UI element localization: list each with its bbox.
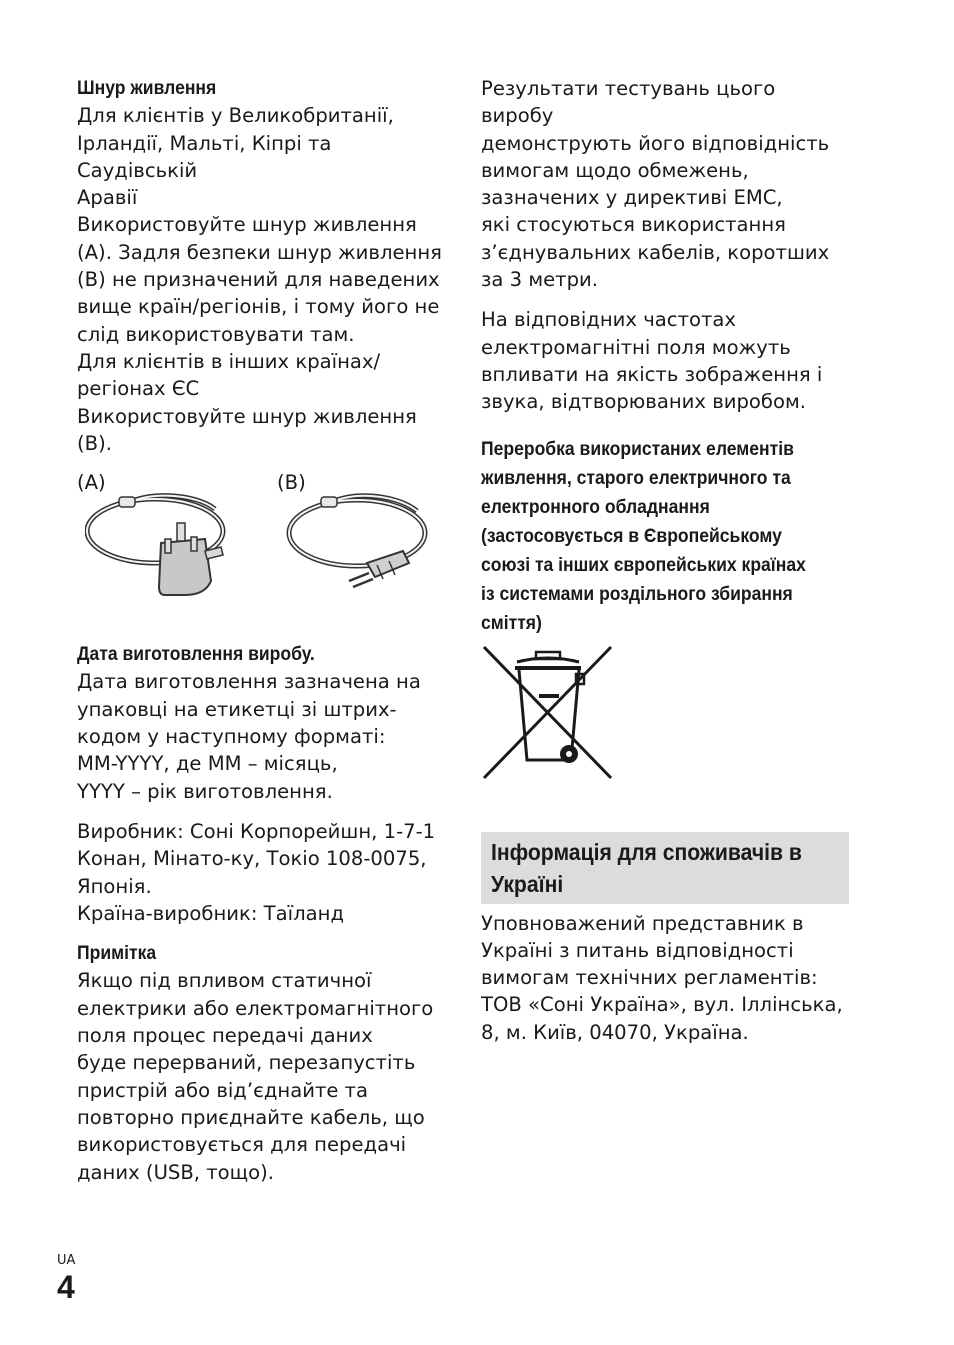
left-column: [77, 75, 449, 1186]
power-cord-text: Для клієнтів у Великобританії, Ірландії, Мальті, Кіпрі та Саудівській Аравії Використовуйте шнур живлення (A). Задля безпеки шнур живлення (B) не призначений для наведених вище країн/регіонів, і тому його не слід використовувати там. Для клієнтів в інших країнах/ регіонах ЄС Використовуйте шнур живлення (B).: [77, 104, 442, 455]
eu-plug-power-cord-icon: [285, 491, 440, 606]
uk-plug-power-cord-icon: [85, 491, 240, 616]
note-heading: Примітка: [77, 942, 157, 965]
page-number: 4: [57, 1269, 75, 1305]
consumer-info-text: Уповноважений представник в Україні з питань відповідності вимогам технічних регламентів: ТОВ «Соні Україна», вул. Іллінська, 8, м. Київ, 04070, Україна.: [481, 911, 843, 1044]
emc-paragraph-1: Результати тестувань цього виробу демонструють його відповідність вимогам щодо обмежень, зазначених у директиві EMC, які стосуються використання з’єднувальних кабелів, коротших за 3 метри.: [481, 77, 830, 292]
emc-paragraph-2: На відповідних частотах електромагнітні поля можуть впливати на якість зображення і звука, відтворюваних виробом.: [481, 308, 823, 414]
language-code: UA: [57, 1253, 76, 1268]
recycling-heading: Переробка використаних елементів живлення, старого електричного та електронного обладнання (застосовується в Європейському союзі та інших європейських країнах із системами роздільного збирання сміття): [481, 437, 806, 634]
crossed-out-wheelie-bin-icon: [481, 644, 615, 782]
power-cord-heading: Шнур живлення: [77, 77, 217, 99]
manufacture-date-text: Дата виготовлення зазначена на упаковці на етикетці зі штрих- кодом у наступному форматі: MM-YYYY, де MM – місяць, YYYY – рік виготовлення.: [77, 670, 421, 803]
consumer-info-box: [481, 832, 849, 904]
page-footer: [57, 1253, 75, 1305]
power-cord-illustrations: [77, 471, 449, 631]
manufacturer-text: Виробник: Соні Корпорейшн, 1-7-1 Конан, Мінато-ку, Токіо 108-0075, Японія. Країна-виробник: Таїланд: [77, 819, 436, 925]
manufacture-date-heading: Дата виготовлення виробу.: [77, 643, 315, 666]
right-column: [481, 75, 849, 1046]
cord-a-label: (A): [77, 471, 106, 495]
cord-b-label: (B): [277, 471, 306, 495]
note-text: Якщо під впливом статичної електрики або електромагнітного поля процес передачі даних буде перерваний, перезапустіть пристрій або від’єднайте та повторно приєднайте кабель, що використовується для передачі даних (USB, тощо).: [77, 969, 434, 1184]
consumer-info-title: Інформація для споживачів в Україні: [491, 838, 802, 897]
